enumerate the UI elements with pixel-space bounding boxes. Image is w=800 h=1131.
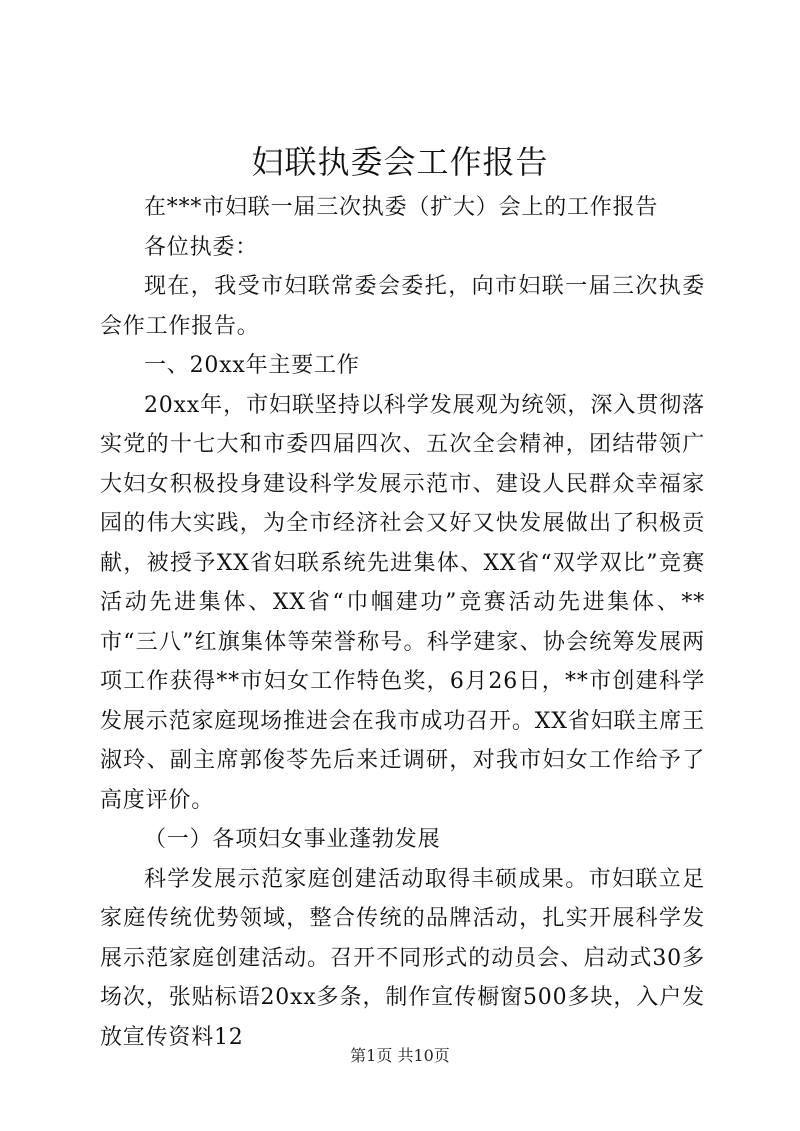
- document-body: [100, 188, 705, 1057]
- body-paragraph-family: 科学发展示范家庭创建活动取得丰硕成果。市妇联立足家庭传统优势领域，整合传统的品牌活动，扎实开展科学发展示范家庭创建活动。召开不同形式的动员会、启动式30多场次，张贴标语20xx多条，制作宣传橱窗500多块，入户发放宣传资料12: [100, 866, 705, 1050]
- subsection-heading: （一）各项妇女事业蓬勃发展: [144, 827, 441, 852]
- document-title: 妇联执委会工作报告: [251, 143, 549, 181]
- subtitle-paragraph: 在***市妇联一届三次执委（扩大）会上的工作报告: [144, 195, 659, 220]
- greeting-paragraph: 各位执委：: [144, 234, 259, 260]
- body-paragraph-intro: 现在，我受市妇联常委会委托，向市妇联一届三次执委会作工作报告。: [100, 274, 705, 339]
- section-heading: 一、20xx年主要工作: [144, 353, 360, 378]
- body-paragraph-summary: 20xx年，市妇联坚持以科学发展观为统领，深入贯彻落实党的十七大和市委四届四次、五次全会精神，团结带领广大妇女积极投身建设科学发展示范市、建设人民群众幸福家园的伟大实践，为全市经济社会又好又快发展做出了积极贡献，被授予XX省妇联系统先进集体、XX省“双学双比”竞赛活动先进集体、XX省“巾帼建功”竞赛活动先进集体、**市“三八”红旗集体等荣誉称号。科学建家、协会统筹发展两项工作获得**市妇女工作特色奖，6月26日，**市创建科学发展示范家庭现场推进会在我市成功召开。XX省妇联主席王淑玲、副主席郭俊苓先后来迁调研，对我市妇女工作给予了高度评价。: [100, 392, 705, 813]
- page-footer: 第1页 共10页: [350, 1046, 450, 1065]
